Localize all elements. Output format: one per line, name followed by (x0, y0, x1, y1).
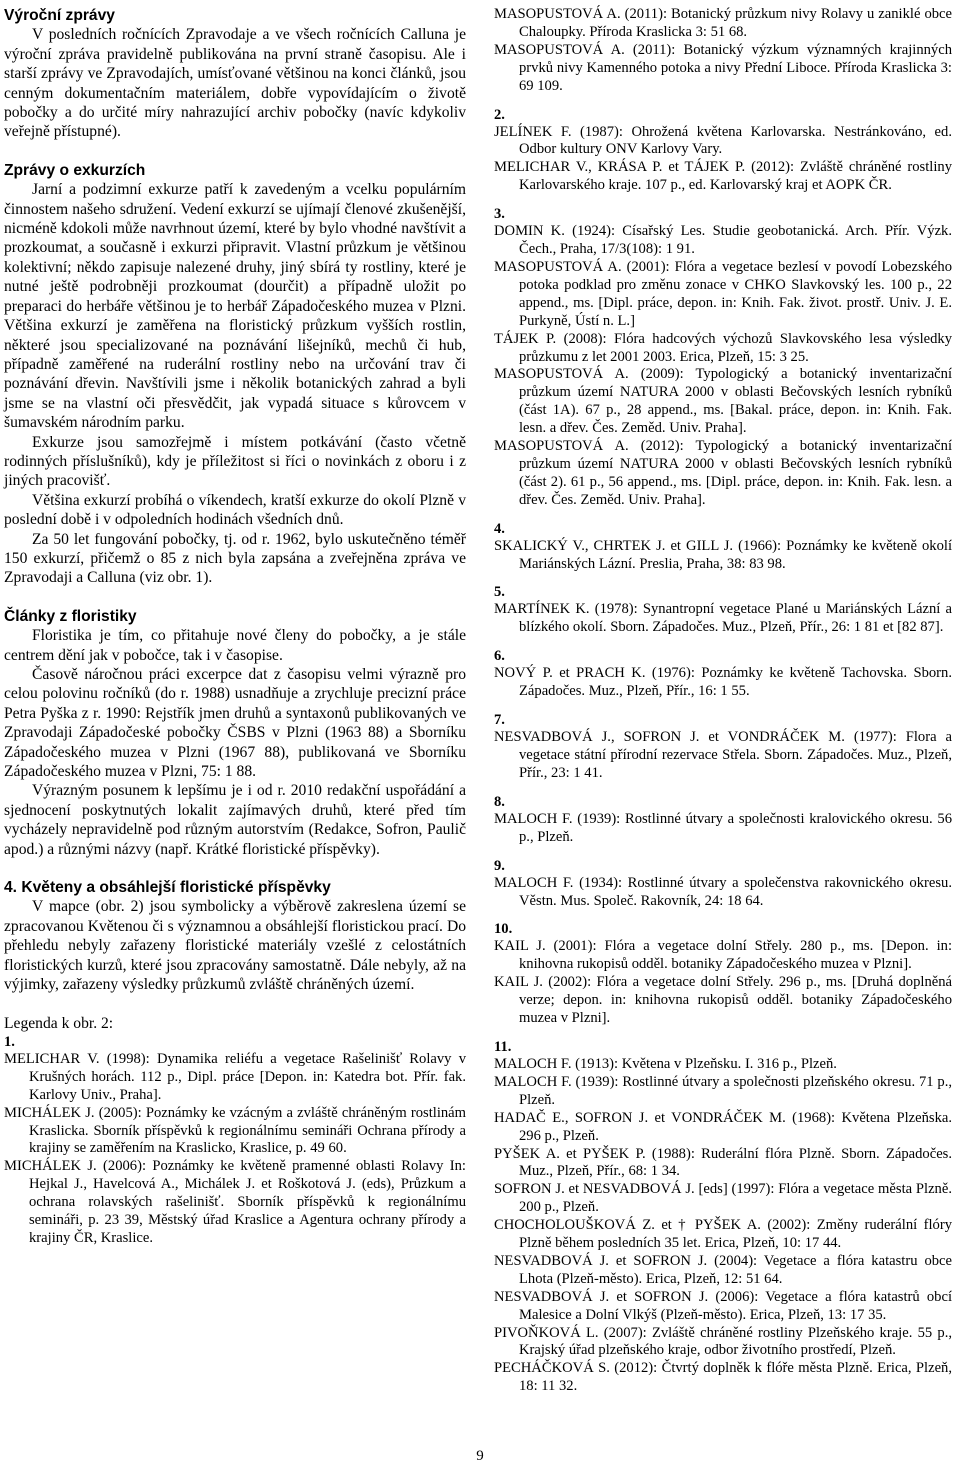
reference-entry: SKALICKÝ V., CHRTEK J. et GILL J. (1966): Poznámky ke květeně okolí Mariánských Lázní. Preslia, Praha, 38: 83 98. (494, 537, 952, 572)
reference-entry: MASOPUSTOVÁ A. (2011): Botanický průzkum nivy Rolavy u zaniklé obce Chaloupky. Příroda Kraslicka 3: 51 68. (494, 6, 952, 40)
paragraph-floristics-1: Floristika je tím, co přitahuje nové členy do pobočky, a je stále centrem dění jak v pobočce, tak i v časopise. (4, 627, 466, 664)
paragraph-excursions-4: Za 50 let fungování pobočky, tj. od r. 1962, bylo uskutečněno téměř 150 exkurzí, přičemž o 85 z nich byla zapsána a zveřejněna zpráva ve Zpravodaji a Calluna (viz obr. 1). (4, 530, 466, 587)
reference-list-group-1 (4, 1051, 466, 1248)
reference-entry: PIVOŇKOVÁ L. (2007): Zvláště chráněné rostliny Plzeňského kraje. 55 p., Krajský úřad plzeňského kraje, odbor životního prostředí, Plzeň. (494, 1324, 952, 1359)
reference-entry: MICHÁLEK J. (2006): Poznámky ke květeně pramenné oblasti Rolavy In: Hejkal J., Havelcová A., Michálek J. et Roškotová J. (eds), Průzkum a ochrana rolavských rašelinišť. Sborník příspěvků k regionálnímu semináři, p. 23 39, Městský úřad Kraslice a Agentura ochrany přírody a krajiny ČR, Kraslice. (4, 1158, 466, 1246)
left-column (0, 0, 472, 1248)
reference-entry: NESVADBOVÁ J. et SOFRON J. (2006): Vegetace a flóra katastrů obcí Malesice a Dolní Vlkýš (Plzeň-město). Erica, Plzeň, 13: 17 35. (494, 1288, 952, 1323)
reference-entry: MARTÍNEK K. (1978): Synantropní vegetace Plané u Mariánských Lázní a blízkého okolí. Sborn. Západočes. Muz., Plzeň, Přír., 26: 1 81 et [82 87]. (494, 601, 952, 636)
reference-group-number: 7. (494, 712, 505, 729)
reference-entry: NESVADBOVÁ J., SOFRON J. et VONDRÁČEK M. (1977): Flora a vegetace státní přírodní rezervace Střela. Sborn. Západočes. Muz., Plzeň, Přír., 23: 1 41. (494, 729, 952, 781)
section-title-floristics: Články z floristiky (4, 607, 137, 625)
reference-entry: MALOCH F. (1913): Květena v Plzeňsku. I. 316 p., Plzeň. (494, 1055, 837, 1072)
reference-entry: KAIL J. (2001): Flóra a vegetace dolní Střely. 280 p., ms. [Depon. in: knihovna rukopisů odděl. botaniky Západočeského muzea v Plzni]. (494, 938, 952, 973)
reference-entry: MASOPUSTOVÁ A. (2001): Flóra a vegetace bezlesí v povodí Lobezského potoka podklad pro změnu zonace v CHKO Slavkovský les. 100 p., 22 append., ms. [Dipl. práce, depon. in: Knih. Fak. život. prostř. Univ. J. E. Purkyně, Ústí n. L.] (494, 258, 952, 329)
reference-entry: MELICHAR V. (1998): Dynamika reliéfu a vegetace Rašelinišť Rolavy v Krušných horách. 112 p., Dipl. práce [Depon. in: Katedra bot. Přír. fak. Karlovy Univ., Praha]. (4, 1050, 466, 1103)
reference-entry: KAIL J. (2002): Flóra a vegetace dolní Střely. 296 p., ms. [Druhá doplněná verze; depon. in: knihovna rukopisů odděl. botaniky Západočeského muzea v Plzni]. (494, 974, 952, 1027)
reference-list-group-1-continued (494, 6, 952, 96)
paragraph-annual-reports: V posledních ročnících Zpravodaje a ve všech ročnících Calluna je výroční zpráva pravidelně publikována na první straně časopisu. Ale i starší zprávy ve Zpravodajích, umísťované většinou na konci článků, jsou cenným dokumentačním materiálem, dobře vypovídajícím o životě pobočky a do určité míry nahrazující archiv pobočky (navíc kdykoliv veřejně přístupné). (4, 26, 466, 141)
reference-entry: MASOPUSTOVÁ A. (2011): Botanický výzkum významných krajinných prvků nivy Kamenného potoka a nivy Přední Liboce. Příroda Kraslicka 3: 69 109. (494, 41, 952, 94)
paragraph-floras-1: V mapce (obr. 2) jsou symbolicky a výběrově zakreslena území se zpracovanou Květenou či s významnou a obsáhlejší floristickou prací. Do přehledu nebyly zařazeny floristické materiály vzešlé z celostátních floristických kurzů, které jsou zpracovány samostatně. Dále nebyly, až na výjimky, zařazeny výsledky průzkumů zvláště chráněných území. (4, 898, 466, 994)
page-number: 9 (476, 1448, 484, 1464)
reference-group-number: 8. (494, 793, 505, 810)
reference-group-number: 10. (494, 921, 513, 938)
reference-group-number: 2. (494, 106, 505, 123)
reference-group-number: 4. (494, 520, 505, 537)
reference-groups (494, 96, 952, 1397)
legend-title: Legenda k obr. 2: (4, 1014, 114, 1032)
reference-entry: MASOPUSTOVÁ A. (2012): Typologický a botanický inventarizační průzkum území NATURA 2000 v oblasti Bečovských lesních rybníků (část 2). 61 p., 56 append., ms. [Dipl. práce, depon. in: Knih. Fak. lesn. a dřev. Čes. Zeměd. Univ. Praha]. (494, 438, 952, 508)
right-column (494, 0, 956, 1396)
reference-entry: MALOCH F. (1939): Rostlinné útvary a společnosti plzeňského okresu. 71 p., Plzeň. (494, 1073, 952, 1108)
paragraph-excursions-2: Exkurze jsou samozřejmě i místem potkávání (často včetně rodinných příslušníků), kdy je příležitost si říci o novinkách z oboru i z jiných pracovišť. (4, 433, 466, 490)
paragraph-floristics-2: Časově náročnou práci excerpce dat z časopisu velmi výrazně pro celou polovinu ročníků (do r. 1988) usnadňuje a zrychluje precizní práce Petra Pyška z r. 1990: Rejstřík jmen druhů a syntaxonů publikovaných ve Zpravodaji Západočeské pobočky ČSBS v Plzni (1963 88) a Sborníku Západočeského muzea v Plzni (1967 88), publikovaná ve Sborníku Západočeského muzea v Plzni, 75: 1 88. (4, 666, 466, 781)
reference-entry: JELÍNEK F. (1987): Ohrožená květena Karlovarska. Nestránkováno, ed. Odbor kultury ONV Karlovy Vary. (494, 123, 952, 158)
reference-entry: CHOCHOLOUŠKOVÁ Z. et † PYŠEK A. (2002): Změny ruderální flóry Plzně během posledních 35 let. Erica, Plzeň, 10: 17 44. (494, 1217, 952, 1252)
reference-entry: MALOCH F. (1934): Rostlinné útvary a společenstva rakovnického okresu. Věstn. Mus. Společ. Rakovník, 24: 18 64. (494, 874, 952, 909)
reference-entry: SOFRON J. et NESVADBOVÁ J. [eds] (1997): Flóra a vegetace města Plzně. 200 p., Plzeň. (494, 1181, 952, 1216)
reference-entry: MELICHAR V., KRÁSA P. et TÁJEK P. (2012): Zvláště chráněné rostliny Karlovarského kraje. 107 p., ed. Karlovarský kraj et AOPK ČR. (494, 159, 952, 194)
reference-group-number: 3. (494, 206, 505, 223)
reference-group-number: 11. (494, 1038, 512, 1055)
reference-entry: PYŠEK A. et PYŠEK P. (1988): Ruderální flóra Plzně. Sborn. Západočes. Muz., Plzeň, Přír., 68: 1 34. (494, 1145, 952, 1180)
paragraph-excursions-3: Většina exkurzí probíhá o víkendech, kratší exkurze do okolí Plzně v poslední době i v odpoledních hodinách všedních dnů. (4, 491, 466, 529)
reference-entry: MASOPUSTOVÁ A. (2009): Typologický a botanický inventarizační průzkum území NATURA 2000 v oblasti Bečovských lesních rybníků (část 1A). 67 p., 28 append., ms. [Bakal. práce, depon. in: Knih. Fak. lesn. a dřev. Čes. Zeměd. Univ. Praha]. (494, 366, 952, 437)
section-title-excursions: Zprávy o exkurzích (4, 161, 146, 179)
reference-entry: TÁJEK P. (2008): Flóra hadcových výchozů Slavkovského lesa výsledky průzkumu z let 2001 2003. Erica, Plzeň, 15: 3 25. (494, 330, 952, 365)
paragraph-excursions-1: Jarní a podzimní exkurze patří k zavedeným a vcelku populárním činnostem našeho sdružení. Vedení exkurzí se ujímají členové zkušenější, nicméně kdokoli může navrhnout území, které by bylo vhodné navštívit a prozkoumat, a současně i exkurzi připravit. Vlastní průzkum je většinou kolektivní; někdo zapisuje nalezené druhy, jiný sbírá ty rostliny, které je nutné ještě podrobněji prozkoumat (dourčit) a případně uložit po preparaci do herbáře většinou je to herbář Západočeského muzea v Plzni. Většina exkurzí je zaměřena na floristický průzkum vyšších rostlin, některé jsou specializované na poznávání lišejníků, mechů či hub, případně zaměřené na ruderální rostliny nebo na určování trav či poznávání dřevin. Navštívili jsme i několik botanických zahrad a byli jsme se na vlastní oči přesvědčit, jak vypadá situace s kůrovcem v šumavském národním parku. (4, 181, 466, 432)
reference-entry: DOMIN K. (1924): Císařský Les. Studie geobotanická. Arch. Přír. Výzk. Čech., Praha, 17/3(108): 1 91. (494, 223, 952, 258)
paragraph-floristics-3: Výrazným posunem k lepšímu je i od r. 2010 redakční uspořádání a sjednocení poskytnutých lokalit zajímavých druhů, které před tím vycházely nepravidelně pod různým autorstvím (Redakce, Sofron, Paulič apod.) a různými názvy (např. Krátké floristické příspěvky). (4, 782, 466, 858)
reference-group-number: 1. (4, 1033, 15, 1050)
reference-entry: MALOCH F. (1939): Rostlinné útvary a společnosti kralovického okresu. 56 p., Plzeň. (494, 810, 952, 845)
reference-group-number: 6. (494, 648, 505, 665)
reference-group-number: 5. (494, 584, 505, 601)
reference-entry: NESVADBOVÁ J. et SOFRON J. (2004): Vegetace a flóra katastru obce Lhota (Plzeň-město). Erica, Plzeň, 12: 51 64. (494, 1252, 952, 1287)
reference-entry: PECHÁČKOVÁ S. (2012): Čtvrtý doplněk k flóře města Plzně. Erica, Plzeň, 18: 11 32. (494, 1360, 952, 1395)
reference-group-number: 9. (494, 857, 505, 874)
reference-entry: HADAČ E., SOFRON J. et VONDRÁČEK M. (1968): Květena Plzeňska. 296 p., Plzeň. (494, 1109, 952, 1144)
section-title-annual-reports: Výroční zprávy (4, 7, 115, 24)
reference-entry: NOVÝ P. et PRACH K. (1976): Poznámky ke květeně Tachovska. Sborn. Západočes. Muz., Plzeň, Přír., 16: 1 55. (494, 665, 952, 700)
reference-entry: MICHÁLEK J. (2005): Poznámky ke vzácným a zvláště chráněným rostlinám Kraslicka. Sborník příspěvků k regionálnímu semináři Ochrana přírody a krajiny se zaměřením na Kraslicko, Kraslice, p. 49 60. (4, 1104, 466, 1157)
section-title-floras: 4. Květeny a obsáhlejší floristické příspěvky (4, 879, 331, 897)
